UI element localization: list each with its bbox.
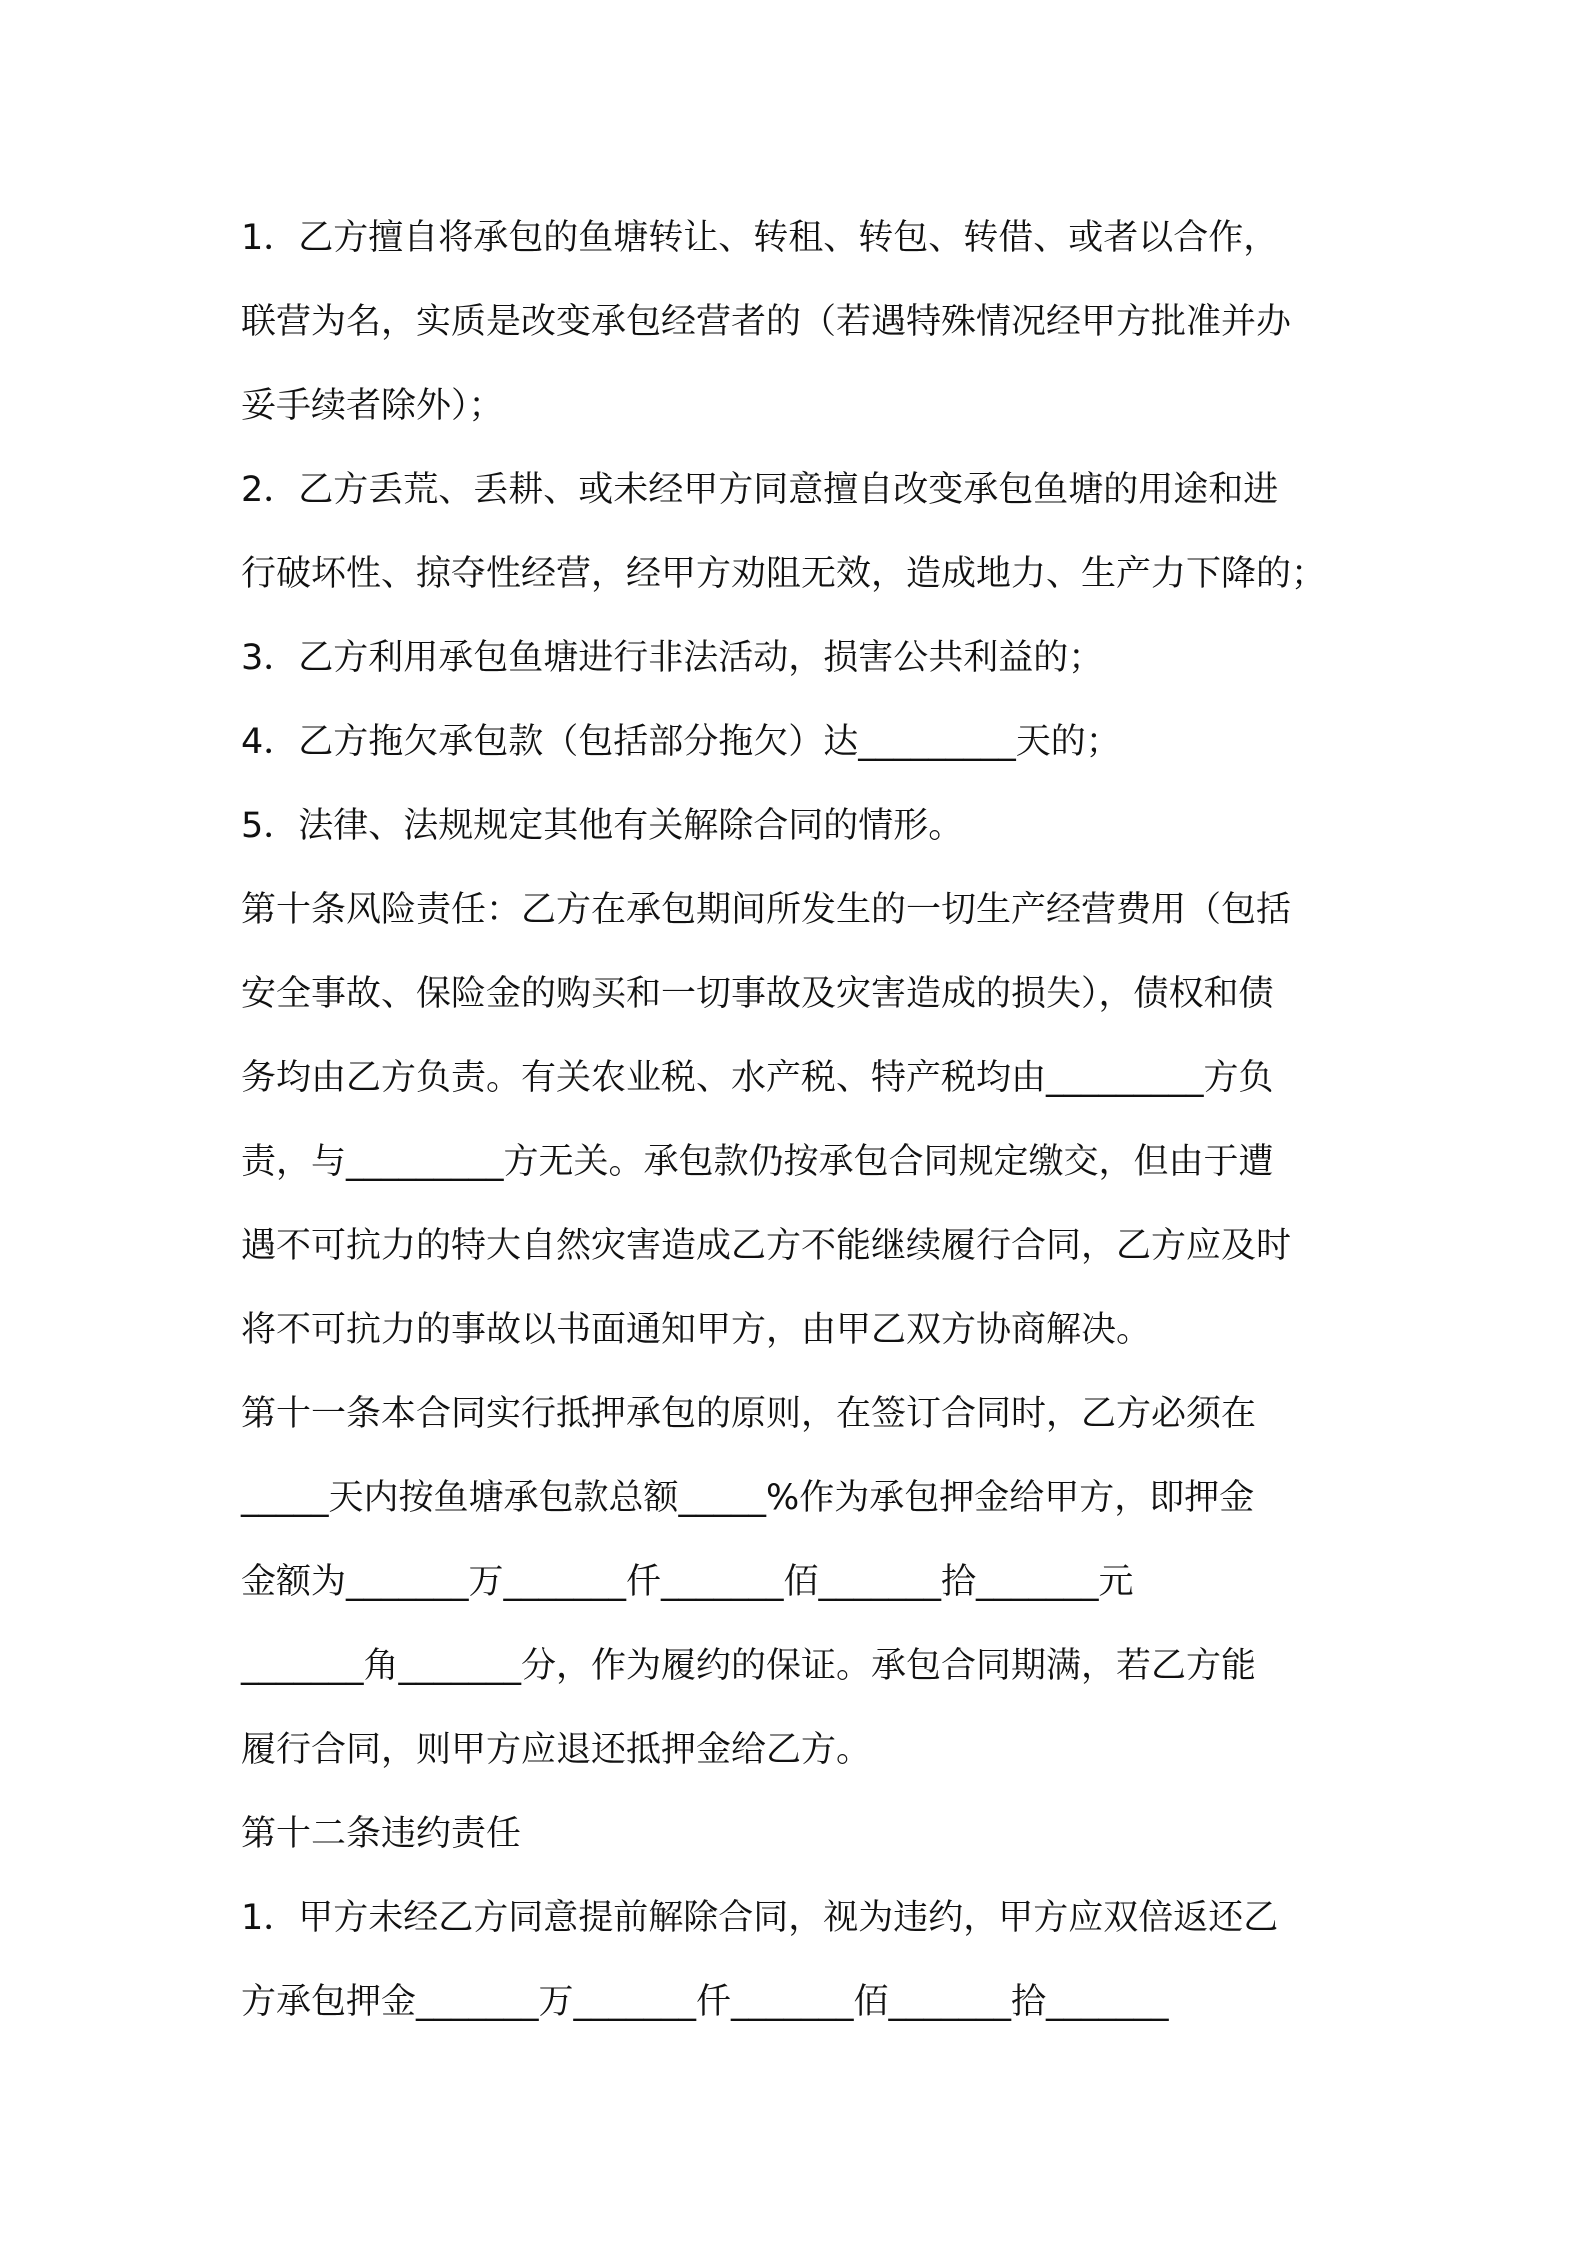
text-line: 方承包押金_______万_______仟_______佰_______拾_______: [241, 1982, 1169, 2022]
text-line: 将不可抗力的事故以书面通知甲方，由甲乙双方协商解决。: [241, 1310, 1152, 1350]
text-line: 行破坏性、掠夺性经营，经甲方劝阻无效，造成地力、生产力下降的；: [241, 554, 1327, 594]
text-line: _______角_______分，作为履约的保证。承包合同期满，若乙方能: [241, 1646, 1257, 1686]
text-line: 5．法律、法规规定其他有关解除合同的情形。: [241, 806, 964, 846]
text-line: 务均由乙方负责。有关农业税、水产税、特产税均由_________方负: [241, 1058, 1274, 1098]
text-line: 第十二条违约责任: [241, 1814, 522, 1854]
contract-text: [241, 196, 1361, 2044]
text-line: 第十条风险责任：乙方在承包期间所发生的一切生产经营费用（包括: [241, 890, 1292, 930]
text-line: 1．乙方擅自将承包的鱼塘转让、转租、转包、转借、或者以合作，: [241, 218, 1279, 258]
text-line: 履行合同，则甲方应退还抵押金给乙方。: [241, 1730, 872, 1770]
text-line: 2．乙方丢荒、丢耕、或未经甲方同意擅自改变承包鱼塘的用途和进: [241, 470, 1279, 510]
text-line: 责，与_________方无关。承包款仍按承包合同规定缴交，但由于遭: [241, 1142, 1274, 1182]
text-line: 金额为_______万_______仟_______佰_______拾_______元: [241, 1562, 1134, 1602]
text-line: 遇不可抗力的特大自然灾害造成乙方不能继续履行合同，乙方应及时: [241, 1226, 1292, 1266]
text-line: 4．乙方拖欠承包款（包括部分拖欠）达_________天的；: [241, 722, 1121, 762]
text-line: 安全事故、保险金的购买和一切事故及灾害造成的损失），债权和债: [241, 974, 1274, 1014]
text-line: 1．甲方未经乙方同意提前解除合同，视为违约，甲方应双倍返还乙: [241, 1898, 1279, 1938]
text-line: 妥手续者除外）；: [241, 386, 504, 426]
text-line: _____天内按鱼塘承包款总额_____%作为承包押金给甲方，即押金: [241, 1478, 1255, 1518]
text-line: 第十一条本合同实行抵押承包的原则，在签订合同时，乙方必须在: [241, 1394, 1257, 1434]
text-line: 3．乙方利用承包鱼塘进行非法活动，损害公共利益的；: [241, 638, 1104, 678]
text-line: 联营为名，实质是改变承包经营者的（若遇特殊情况经甲方批准并办: [241, 302, 1292, 342]
